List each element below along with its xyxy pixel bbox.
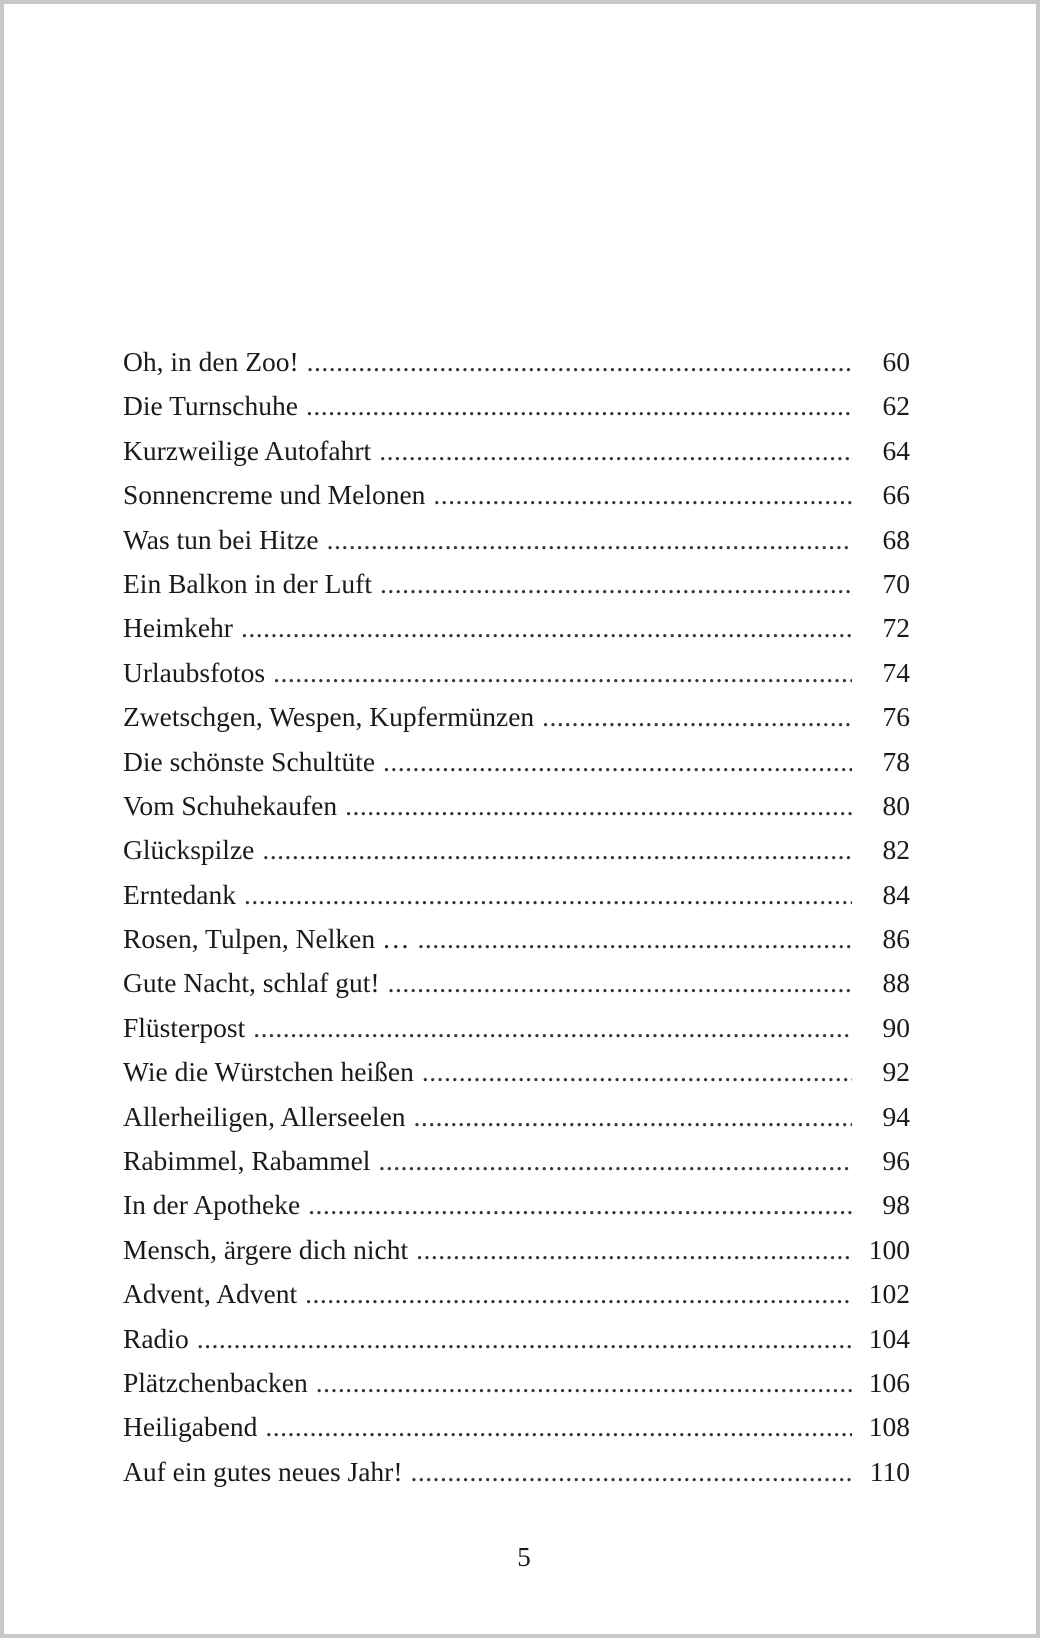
toc-entry-page: 68 [882,523,910,555]
toc-dot-leader [379,429,852,473]
toc-entry-page: 96 [882,1145,910,1177]
toc-dot-leader [414,1095,852,1139]
toc-entry [123,1095,910,1139]
toc-dot-leader [411,1450,853,1494]
toc-dot-leader [433,473,852,517]
toc-entry [123,1317,910,1361]
toc-dot-leader [197,1317,852,1361]
toc-entry-page: 92 [882,1056,910,1088]
toc-entry [123,1050,910,1094]
toc-entry-title: Mensch, ärgere dich nicht [123,1233,409,1265]
toc-entry-page: 76 [882,701,910,733]
toc-entry-page: 74 [882,656,910,688]
toc-dot-leader [262,828,852,872]
toc-dot-leader [265,1405,852,1449]
toc-entry-page: 72 [882,612,910,644]
toc-entry-page: 86 [882,923,910,955]
toc-entry [123,740,910,784]
toc-dot-leader [388,961,852,1005]
toc-entry [123,340,910,384]
toc-entry-title: Ein Balkon in der Luft [123,567,372,599]
toc-entry [123,384,910,428]
toc-entry [123,828,910,872]
toc-entry-title: Radio [123,1322,189,1354]
toc-entry-page: 94 [882,1100,910,1132]
toc-entry-page: 88 [882,967,910,999]
toc-entry-title: Oh, in den Zoo! [123,346,299,377]
toc-dot-leader [253,1006,852,1050]
toc-entry [123,429,910,473]
toc-entry-title: Glückspilze [123,834,255,866]
toc-dot-leader [417,917,852,961]
toc-entry-page: 82 [882,834,910,866]
toc-entry [123,917,910,961]
toc-dot-leader [308,1183,852,1227]
toc-entry-title: Rosen, Tulpen, Nelken … [123,923,410,955]
toc-entry [123,1183,910,1227]
toc-entry [123,651,910,695]
toc-entry-title: Vom Schuhekaufen [123,789,338,821]
toc-dot-leader [244,873,852,917]
toc-dot-leader [307,340,852,384]
toc-entry-title: Die schönste Schultüte [123,745,376,777]
toc-dot-leader [241,606,852,650]
toc-dot-leader [383,740,852,784]
toc-entry-title: Auf ein gutes neues Jahr! [123,1455,403,1487]
toc-dot-leader [416,1228,852,1272]
table-of-contents [123,340,910,1494]
toc-entry [123,1405,910,1449]
toc-dot-leader [542,695,852,739]
toc-entry-title: Heiligabend [123,1411,258,1443]
toc-dot-leader [378,1139,852,1183]
toc-dot-leader [273,651,852,695]
toc-entry-title: Rabimmel, Rabammel [123,1145,371,1177]
toc-entry-page: 106 [868,1366,910,1398]
toc-entry-title: Gute Nacht, schlaf gut! [123,967,380,999]
toc-entry-page: 66 [882,479,910,511]
toc-entry-page: 60 [882,346,910,377]
toc-entry [123,961,910,1005]
toc-entry-page: 84 [882,878,910,910]
toc-entry [123,562,910,606]
toc-entry-title: Advent, Advent [123,1278,298,1310]
toc-entry [123,784,910,828]
toc-entry-page: 78 [882,745,910,777]
toc-dot-leader [327,518,852,562]
toc-entry [123,518,910,562]
toc-entry-title: Kurzweilige Autofahrt [123,434,372,466]
toc-entry [123,1228,910,1272]
toc-entry-title: Die Turnschuhe [123,390,298,422]
toc-entry-title: Heimkehr [123,612,233,644]
toc-dot-leader [422,1050,852,1094]
toc-entry [123,695,910,739]
toc-entry-title: Erntedank [123,878,237,910]
toc-entry-title: Plätzchenbacken [123,1366,308,1398]
toc-entry-title: Allerheiligen, Allerseelen [123,1100,406,1132]
toc-entry-title: Wie die Würstchen heißen [123,1056,414,1088]
toc-entry [123,473,910,517]
toc-entry-page: 100 [868,1233,910,1265]
toc-entry-title: Sonnencreme und Melonen [123,479,426,511]
toc-dot-leader [306,384,852,428]
toc-entry [123,1139,910,1183]
toc-entry-page: 80 [882,789,910,821]
toc-entry-page: 110 [869,1455,910,1487]
toc-entry-page: 62 [882,390,910,422]
toc-entry-title: Zwetschgen, Wespen, Kupfermünzen [123,701,535,733]
toc-dot-leader [305,1272,852,1316]
toc-entry-page: 90 [882,1011,910,1043]
toc-entry [123,606,910,650]
toc-entry [123,873,910,917]
toc-dot-leader [380,562,852,606]
toc-entry-title: In der Apotheke [123,1189,301,1221]
toc-entry-page: 108 [868,1411,910,1443]
toc-dot-leader [345,784,852,828]
toc-entry-title: Was tun bei Hitze [123,523,319,555]
toc-entry-page: 104 [868,1322,910,1354]
toc-entry-page: 64 [882,434,910,466]
toc-entry-title: Urlaubsfotos [123,656,266,688]
toc-entry [123,1450,910,1494]
toc-entry [123,1361,910,1405]
toc-entry [123,1272,910,1316]
toc-dot-leader [316,1361,852,1405]
toc-entry-title: Flüsterpost [123,1011,246,1043]
page-number: 5 [517,1542,531,1572]
toc-entry-page: 70 [882,567,910,599]
toc-entry-page: 98 [882,1189,910,1221]
toc-entry-page: 102 [868,1278,910,1310]
toc-entry [123,1006,910,1050]
